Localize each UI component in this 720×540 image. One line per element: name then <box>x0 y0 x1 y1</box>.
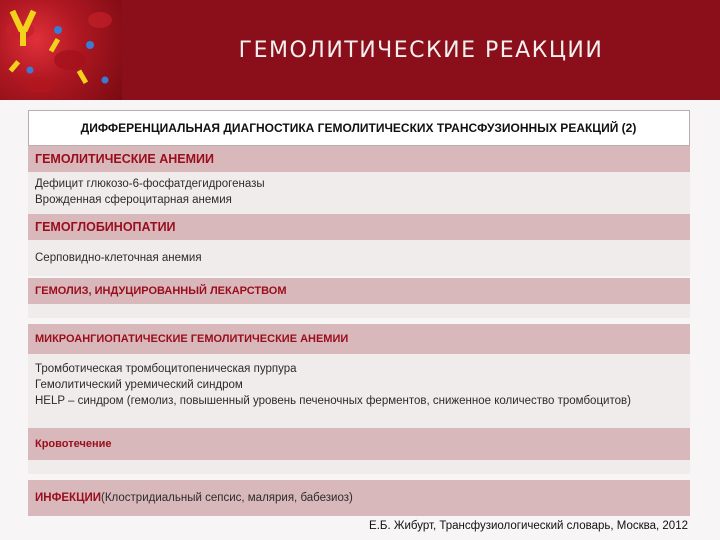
section-body <box>28 240 690 276</box>
infection-heading: ИНФЕКЦИИ <box>35 492 102 504</box>
section-heading: ГЕМОЛИЗ, ИНДУЦИРОВАННЫЙ ЛЕКАРСТВОМ <box>28 278 690 304</box>
table-title: ДИФФЕРЕНЦИАЛЬНАЯ ДИАГНОСТИКА ГЕМОЛИТИЧЕСКИХ ТРАНСФУЗИОННЫХ РЕАКЦИЙ (2) <box>28 110 690 146</box>
section-heading: Кровотечение <box>28 428 690 460</box>
slide-content <box>0 100 720 540</box>
infection-examples: (Клостридиальный сепсис, малярия, бабезиоз) <box>101 492 353 504</box>
list-item: HELP – синдром (гемолиз, повышенный уровень печеночных ферментов, сниженное количество тромбоцитов) <box>35 395 631 407</box>
diagnosis-table <box>28 110 690 516</box>
section-body <box>28 354 690 428</box>
section-heading: МИКРОАНГИОПАТИЧЕСКИЕ ГЕМОЛИТИЧЕСКИЕ АНЕМИИ <box>28 324 690 354</box>
list-item: Врожденная сфероцитарная анемия <box>35 194 232 206</box>
citation: Е.Б. Жибурт, Трансфузиологический словарь, Москва, 2012 <box>369 520 688 532</box>
list-item: Дефицит глюкозо-6-фосфатдегидрогеназы <box>35 178 265 190</box>
section-heading <box>28 480 690 516</box>
list-item: Гемолитический уремический синдром <box>35 379 243 391</box>
slide-title: ГЕМОЛИТИЧЕСКИЕ РЕАКЦИИ <box>238 37 604 63</box>
section-body <box>28 460 690 474</box>
section-body <box>28 304 690 318</box>
section-heading: ГЕМОЛИТИЧЕСКИЕ АНЕМИИ <box>28 146 690 172</box>
list-item: Тромботическая тромбоцитопеническая пурпура <box>35 363 297 375</box>
list-item: Серповидно-клеточная анемия <box>35 252 202 264</box>
section-body <box>28 172 690 214</box>
slide-header <box>122 0 720 100</box>
section-heading: ГЕМОГЛОБИНОПАТИИ <box>28 214 690 240</box>
blood-cells-illustration <box>0 0 122 100</box>
